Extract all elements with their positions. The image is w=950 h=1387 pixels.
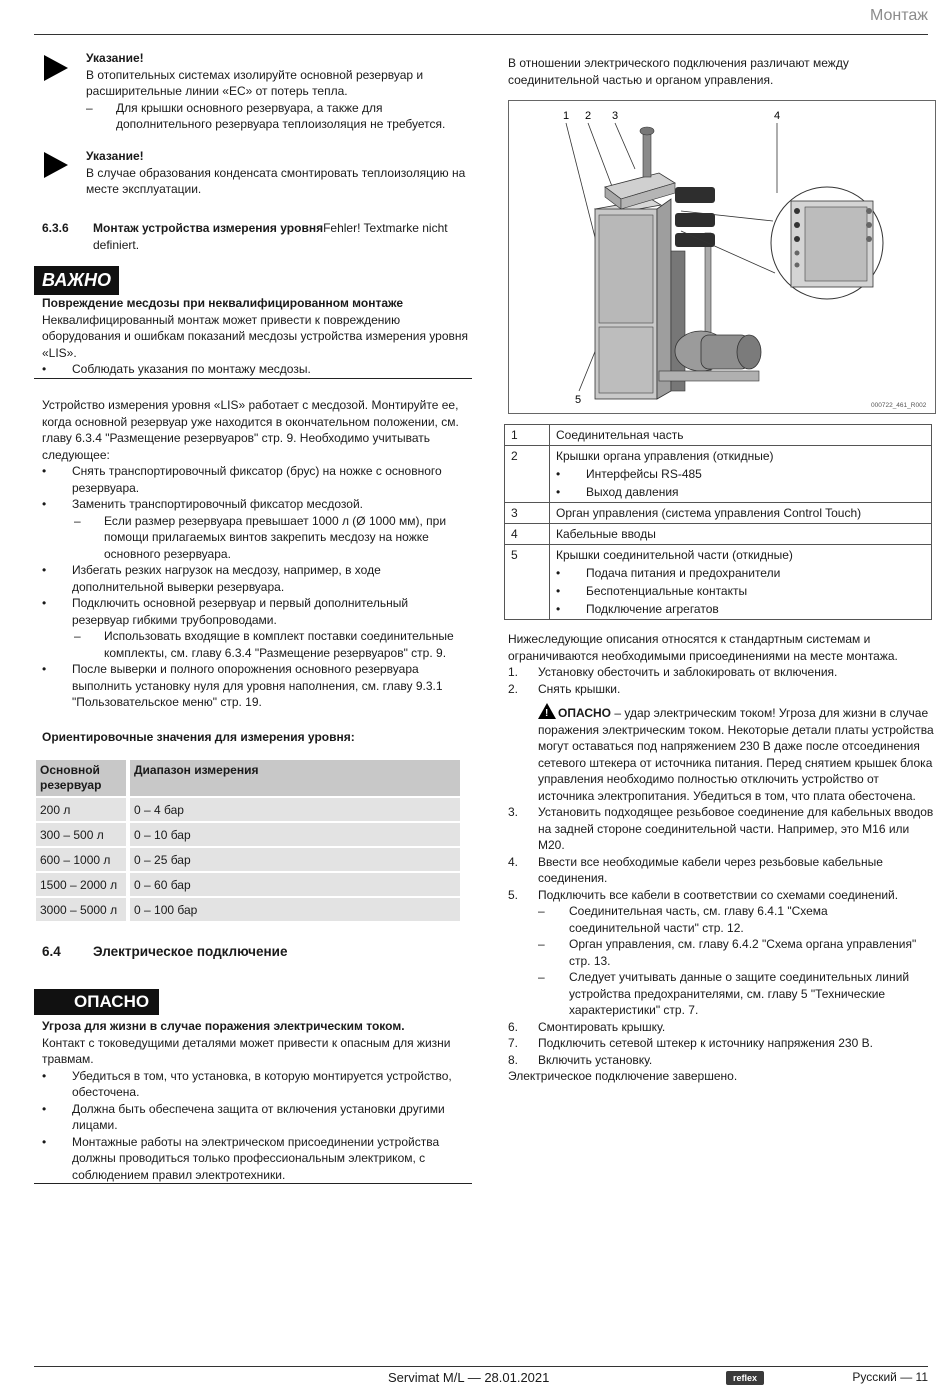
step-item: 7. Подключить сетевой штекер к источнику напряжения 230 В.	[508, 1036, 873, 1050]
lis-list-item: основного резервуара.	[104, 546, 231, 561]
legend-number: 5	[505, 545, 550, 620]
table-row	[36, 823, 460, 846]
lis-list-item: • Избегать резких нагрузок на месдозу, например, в ходе	[42, 563, 381, 577]
legend-sub-item: • Подключение агрегатов	[556, 602, 719, 616]
step-item: – Следует учитывать данные о защите соединительных линий	[538, 970, 910, 984]
figure-label-3: 3	[612, 110, 619, 122]
step-item: 5. Подключить все кабели в соответствии со схемами соединений.	[508, 887, 899, 902]
danger-bullet: обесточена.	[72, 1085, 140, 1099]
table-cell: 0 – 10 бар	[126, 823, 460, 846]
note-1-sub: – Для крышки основного резервуара, а также для	[86, 100, 383, 115]
step-item: 3. Установить подходящее резьбовое соединение для кабельных вводов	[508, 805, 934, 819]
important-line: Неквалифицированный монтаж может привести к повреждению	[42, 312, 401, 327]
danger-box: Угроза для жизни в случае поражения электрическим током. Контакт с токоведущими деталями может привести к опасным для жизни травмам. • Убедиться в том, что установка, в которую монтируется устройство, обесточена. • Должна быть обеспечена защита от включения установки другими лицами. • Монтажные работы на электрическом присоединении устройства должны проводиться только профессиональным электриком, с соблюдением правил электротехники.	[42, 1018, 472, 1183]
table-cell: 0 – 100 бар	[126, 898, 460, 921]
legend-sub-item: • Интерфейсы RS-485	[556, 467, 702, 481]
note-1-sub: дополнительного резервуара теплоизоляция не требуется.	[116, 117, 446, 131]
legend-text: Крышки соединительной части (откидные) • Подача питания и предохранители • Беспотенциальные контакты • Подключение агрегатов	[550, 545, 932, 620]
note-2-line: месте эксплуатации.	[86, 182, 202, 196]
steps-end: Электрическое подключение завершено.	[508, 1069, 738, 1083]
note-2-line: В случае образования конденсата смонтировать теплоизоляцию на	[86, 165, 466, 180]
table-row	[36, 848, 460, 871]
legend-number: 2	[505, 446, 550, 503]
lis-list-item: – Использовать входящие в комплект поставки соединительные	[74, 629, 454, 643]
legend-text: Орган управления (система управления Control Touch)	[550, 503, 932, 524]
legend-text: Крышки органа управления (откидные) • Интерфейсы RS-485 • Выход давления	[550, 446, 932, 503]
device-illustration	[509, 101, 935, 413]
important-label: ВАЖНО	[34, 266, 119, 295]
lis-list-item: • После выверки и полного опорожнения основного резервуара	[42, 662, 419, 676]
lis-list-item: "Пользовательское меню" стр. 19.	[72, 695, 262, 709]
table-cell: 0 – 25 бар	[126, 848, 460, 871]
danger-rule	[34, 1183, 472, 1184]
table-cell: 200 л	[36, 798, 126, 821]
level-table-caption: Ориентировочные значения для измерения уровня:	[42, 730, 355, 744]
step-item: 4. Ввести все необходимые кабели через резьбовые кабельные	[508, 854, 883, 869]
header-rule	[34, 34, 928, 35]
figure-label-4: 4	[774, 110, 781, 122]
figure-label-5: 5	[575, 394, 582, 406]
table-cell: 0 – 4 бар	[126, 798, 460, 821]
legend-text: Кабельные вводы	[550, 524, 932, 545]
note-arrow-icon	[44, 152, 68, 178]
danger-label: ОПАСНО	[34, 989, 159, 1015]
note-1-line: В отопительных системах изолируйте основной резервуар и	[86, 67, 424, 82]
step-item: 2. Снять крышки.	[508, 681, 621, 696]
note-1-title: Указание!	[86, 51, 144, 65]
legend-number: 1	[505, 425, 550, 446]
danger-bullet: • Должна быть обеспечена защита от включения установки другими	[42, 1101, 445, 1116]
level-table	[36, 758, 460, 923]
step-item: устройства предохранителями, см. главу 5 "Технические	[569, 986, 886, 1001]
step-item: соединения.	[538, 871, 608, 885]
legend-sub-item: • Выход давления	[556, 485, 679, 499]
step-item: 1. Установку обесточить и заблокировать от включения.	[508, 665, 838, 679]
step-item: – Соединительная часть, см. главу 6.4.1 "Схема	[538, 904, 828, 918]
lis-list-item: – Если размер резервуара превышает 1000 л (Ø 1000 мм), при	[74, 513, 447, 528]
legend-row	[505, 524, 932, 545]
step-item: – Орган управления, см. главу 6.4.2 "Схема органа управления"	[538, 937, 917, 951]
danger-bullet: должны проводиться только профессиональным электриком, с	[72, 1151, 426, 1165]
lis-list-item: комплекты, см. главу 6.3.4 "Размещение резервуаров" стр. 9.	[104, 645, 447, 660]
table-row	[36, 873, 460, 896]
note-2-title: Указание!	[86, 149, 144, 163]
legend-sub-item: • Беспотенциальные контакты	[556, 584, 748, 598]
legend-sub-item: • Подача питания и предохранители	[556, 566, 781, 580]
step-item: стр. 13.	[569, 953, 611, 968]
step-item: характеристики" стр. 7.	[569, 1003, 699, 1017]
figure-label-2: 2	[585, 110, 592, 122]
level-table-header: Основной резервуар	[36, 760, 126, 796]
warning-triangle-icon: !	[538, 703, 556, 719]
step-item: на задней стороне соединительной части. Например, это M16 или	[538, 821, 910, 836]
danger-bullet: лицами.	[72, 1118, 118, 1132]
figure-code: 000722_461_R002	[871, 402, 927, 409]
lis-list-item: резервуара.	[72, 480, 140, 495]
legend-row	[505, 425, 932, 446]
legend-row	[505, 446, 932, 503]
important-rule	[34, 378, 472, 379]
figure-label-1: 1	[563, 110, 570, 122]
step-item: 8. Включить установку.	[508, 1052, 653, 1067]
lis-list-item: дополнительной выверки резервуара.	[72, 579, 285, 594]
lis-list-item: • Заменить транспортировочный фиксатор месдозой.	[42, 497, 364, 511]
legend-number: 3	[505, 503, 550, 524]
lis-list-item: резервуар гибкими трубопроводами.	[72, 612, 277, 627]
reflex-logo: reflex	[726, 1371, 764, 1385]
right-intro: В отношении электрического подключения различают между соединительной частью и органом управления.	[508, 56, 849, 87]
step-item: 6. Смонтировать крышку.	[508, 1019, 666, 1034]
important-line: «LIS».	[42, 345, 77, 360]
lis-text: Устройство измерения уровня «LIS» работает с месдозой. Монтируйте ее, когда основной резервуар уже находится в окончательном положении, см. главу 6.3.4 "Размещение резервуаров" стр. 9. Необходимо учитывать следующее: • Снять транспортировочный фиксатор (брус) на ножке с основного резервуара. • Заменить транспортировочный фиксатор месдозой. – Если размер резервуара превышает 1000 л (Ø 1000 мм), при помощи прилагаемых винтов закрепить месдозу на ножке основного резервуара. • Избегать резких нагрузок на месдозу, например, в ходе дополнительной выверки резервуара. • Подключить основной резервуар и первый дополнительный резервуар гибкими трубопроводами. – Использовать входящие в комплект поставки соединительные комплекты, см. главу 6.3.4 "Размещение резервуаров" стр. 9. • После выверки и полного опорожнения основного резервуара выполнить установку нуля для уровня наполнения, см. главу 9.3.1 "Пользовательское меню" стр. 19.	[42, 397, 472, 711]
danger-bullet: • Монтажные работы на электрическом присоединении устройства	[42, 1134, 440, 1149]
section-6-3-6-heading: 6.3.6 Монтаж устройства измерения уровняFehler! Textmarke nicht definiert.	[42, 221, 448, 252]
important-box	[42, 295, 472, 378]
table-row	[36, 798, 460, 821]
legend-row	[505, 503, 932, 524]
section-6-4-heading: 6.4 Электрическое подключение	[42, 944, 288, 959]
step-item: M20.	[538, 838, 565, 852]
danger-bullet: • Убедиться в том, что установка, в которую монтируется устройство,	[42, 1068, 452, 1083]
legend-table	[504, 424, 932, 620]
note-1	[86, 50, 472, 133]
table-cell: 0 – 60 бар	[126, 873, 460, 896]
note-1-line: расширительные линии «EC» от потерь тепла.	[86, 84, 348, 98]
important-bullet: • Соблюдать указания по монтажу месдозы.	[42, 362, 311, 376]
table-row	[36, 898, 460, 921]
footer-rule	[34, 1366, 928, 1367]
important-line: оборудования и ошибкам показаний месдозы устройства измерения уровня	[42, 329, 468, 343]
danger-bullet: соблюдением правил электротехники.	[72, 1167, 286, 1182]
device-figure	[508, 100, 936, 414]
step-item: соединительной части" стр. 12.	[569, 920, 744, 935]
danger-inline: ! ОПАСНО – удар электрическим током! Угроза для жизни в случае поражения электрическим током. Некоторые детали платы устройства могут оставаться под напряжением 230 В даже после отсоединения сетевого штекера от источника питания. Перед снятием крышек блока управления необходимо полностью отключить устройство от источника электропитания. Убедиться в том, что плата обесточена.	[508, 703, 934, 804]
table-cell: 600 – 1000 л	[36, 848, 126, 871]
level-table-header: Диапазон измерения	[126, 760, 460, 796]
table-cell: 300 – 500 л	[36, 823, 126, 846]
table-cell: 1500 – 2000 л	[36, 873, 126, 896]
lis-list-item: • Подключить основной резервуар и первый дополнительный	[42, 596, 409, 610]
lis-list-item: выполнить установку нуля для уровня наполнения, см. главу 9.3.1	[72, 678, 443, 693]
footer-page-info: Русский — 11	[852, 1370, 928, 1384]
table-cell: 3000 – 5000 л	[36, 898, 126, 921]
note-arrow-icon	[44, 55, 68, 81]
header-title: Монтаж	[870, 7, 928, 24]
lis-list-item: помощи прилагаемых винтов закрепить месдозу на ножке	[104, 530, 429, 544]
legend-text: Соединительная часть	[550, 425, 932, 446]
lis-list-item: • Снять транспортировочный фиксатор (брус) на ножке с основного	[42, 464, 442, 478]
note-2	[86, 148, 472, 198]
steps: Нижеследующие описания относятся к стандартным системам и ограничиваются необходимыми присоединениями на месте монтажа. 1. Установку обесточить и заблокировать от включения. 2. Снять крышки. ! ОПАСНО – удар электрическим током! Угроза для жизни в случае поражения электрическим током. Некоторые детали платы устройства могут оставаться под напряжением 230 В даже после отсоединения сетевого штекера от источника питания. Перед снятием крышек блока управления необходимо полностью отключить устройство от источника электропитания. Убедиться в том, что плата обесточена. 3. Установить подходящее резьбовое соединение для кабельных вводов на задней стороне соединительной части. Например, это M16 или M20. 4. Ввести все необходимые кабели через резьбовые кабельные соединения. 5. Подключить все кабели в соответствии со схемами соединений. – Соединительная часть, см. главу 6.4.1 "Схема соединительной части" стр. 12. – Орган управления, см. главу 6.4.2 "Схема органа управления" стр. 13. – Следует учитывать данные о защите соединительных линий устройства предохранителями, см. главу 5 "Технические характеристики" стр. 7. 6. Смонтировать крышку. 7. Подключить сетевой штекер к источнику напряжения 230 В. 8. Включить установку. Электрическое подключение завершено.	[508, 632, 934, 1083]
footer-doc-info: Servimat M/L — 28.01.2021	[388, 1370, 550, 1385]
legend-number: 4	[505, 524, 550, 545]
legend-row	[505, 545, 932, 620]
important-heading: Повреждение месдозы при неквалифицированном монтаже	[42, 296, 404, 310]
